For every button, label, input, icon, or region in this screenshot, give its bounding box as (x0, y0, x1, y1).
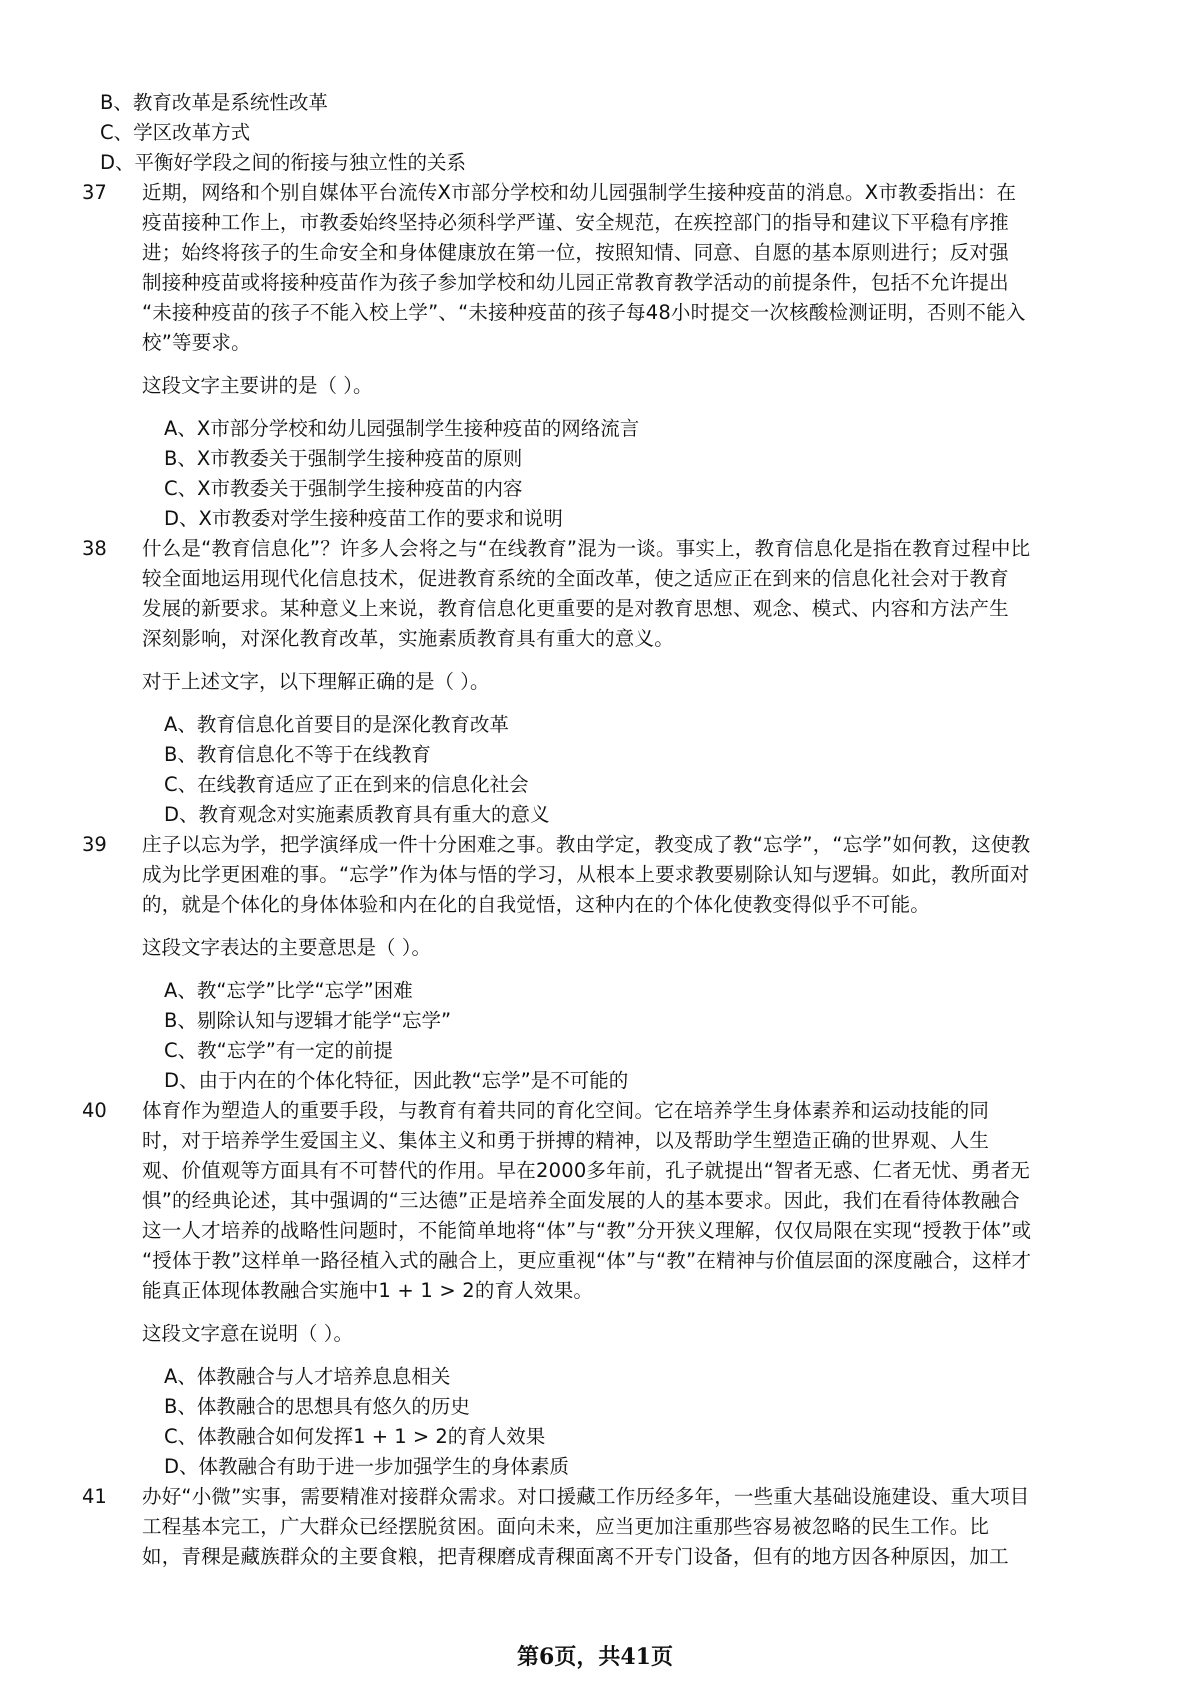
passage-line: 什么是“教育信息化”？许多人会将之与“在线教育”混为一谈。事实上，教育信息化是指在教育过程中比 (142, 537, 1031, 560)
question-prompt: 这段文字意在说明（ ）。 (142, 1322, 353, 1345)
passage-line: 能真正体现体教融合实施中1 + 1 > 2的育人效果。 (142, 1279, 594, 1302)
answer-option-a: A、体教融合与人才培养息息相关 (164, 1365, 451, 1388)
question-number: 40 (82, 1099, 107, 1122)
passage-line: 时，对于培养学生爱国主义、集体主义和勇于拼搏的精神，以及帮助学生塑造正确的世界观、人生 (142, 1129, 990, 1152)
answer-options (142, 710, 1090, 830)
passage-line: 这一人才培养的战略性问题时，不能简单地将“体”与“教”分开狭义理解，仅仅局限在实现“授教于体”或 (142, 1219, 1032, 1242)
option-item: C、学区改革方式 (100, 121, 251, 144)
question-prompt: 对于上述文字，以下理解正确的是（ ）。 (142, 670, 490, 693)
answer-option-b: B、体教融合的思想具有悠久的历史 (164, 1395, 470, 1418)
question-40 (82, 1096, 1090, 1482)
question-37 (82, 178, 1090, 534)
passage-line: 校”等要求。 (142, 331, 251, 354)
passage-line: 庄子以忘为学，把学演绎成一件十分困难之事。教由学定，教变成了教“忘学”，“忘学”如何教，这使教 (142, 833, 1031, 856)
question-39 (82, 830, 1090, 1096)
passage-line: 发展的新要求。某种意义上来说，教育信息化更重要的是对教育思想、观念、模式、内容和方法产生 (142, 597, 1009, 620)
top-options (100, 88, 1090, 178)
question-number: 41 (82, 1485, 107, 1508)
page-content (82, 88, 1090, 1572)
passage-line: 制接种疫苗或将接种疫苗作为孩子参加学校和幼儿园正常教育教学活动的前提条件，包括不允许提出 (142, 271, 1009, 294)
question-prompt: 这段文字表达的主要意思是（ ）。 (142, 936, 431, 959)
question-number: 38 (82, 537, 107, 560)
answer-options (142, 976, 1090, 1096)
answer-option-d: D、由于内在的个体化特征，因此教“忘学”是不可能的 (164, 1069, 629, 1092)
answer-option-d: D、教育观念对实施素质教育具有重大的意义 (164, 803, 550, 826)
question-number: 39 (82, 833, 107, 856)
question-passage (142, 534, 1090, 654)
passage-line: 体育作为塑造人的重要手段，与教育有着共同的育化空间。它在培养学生身体素养和运动技能的同 (142, 1099, 990, 1122)
question-41 (82, 1482, 1090, 1572)
question-passage (142, 1482, 1090, 1572)
passage-line: 观、价值观等方面具有不可替代的作用。早在2000多年前，孔子就提出“智者无惑、仁者无忧、勇者无 (142, 1159, 1031, 1182)
question-number: 37 (82, 181, 107, 204)
answer-option-d: D、X市教委对学生接种疫苗工作的要求和说明 (164, 507, 563, 530)
question-passage (142, 178, 1090, 358)
passage-line: 工程基本完工，广大群众已经摆脱贫困。面向未来，应当更加注重那些容易被忽略的民生工作。比 (142, 1515, 990, 1538)
passage-line: “授体于教”这样单一路径植入式的融合上，更应重视“体”与“教”在精神与价值层面的深度融合，这样才 (142, 1249, 1032, 1272)
option-item: D、平衡好学段之间的衔接与独立性的关系 (100, 151, 467, 174)
answer-option-a: A、X市部分学校和幼儿园强制学生接种疫苗的网络流言 (164, 417, 640, 440)
passage-line: “未接种疫苗的孩子不能入校上学”、“未接种疫苗的孩子每48小时提交一次核酸检测证明，否则不能入 (142, 301, 1026, 324)
answer-option-c: C、体教融合如何发挥1 + 1 > 2的育人效果 (164, 1425, 546, 1448)
passage-line: 进；始终将孩子的生命安全和身体健康放在第一位，按照知情、同意、自愿的基本原则进行；反对强 (142, 241, 1009, 264)
question-passage (142, 830, 1090, 920)
passage-line: 如，青稞是藏族群众的主要食粮，把青稞磨成青稞面离不开专门设备，但有的地方因各种原因，加工 (142, 1545, 1009, 1568)
answer-option-c: C、在线教育适应了正在到来的信息化社会 (164, 773, 529, 796)
question-prompt: 这段文字主要讲的是（ ）。 (142, 374, 373, 397)
passage-line: 深刻影响，对深化教育改革，实施素质教育具有重大的意义。 (142, 627, 674, 650)
answer-option-c: C、X市教委关于强制学生接种疫苗的内容 (164, 477, 523, 500)
passage-line: 成为比学更困难的事。“忘学”作为体与悟的学习，从根本上要求教要剔除认知与逻辑。如此，教所面对 (142, 863, 1030, 886)
answer-option-b: B、剔除认知与逻辑才能学“忘学” (164, 1009, 452, 1032)
answer-options (142, 414, 1090, 534)
question-38 (82, 534, 1090, 830)
passage-line: 疫苗接种工作上，市教委始终坚持必须科学严谨、安全规范，在疾控部门的指导和建议下平稳有序推 (142, 211, 1009, 234)
passage-line: 的，就是个体化的身体体验和内在化的自我觉悟，这种内在的个体化使教变得似乎不可能。 (142, 893, 931, 916)
answer-option-c: C、教“忘学”有一定的前提 (164, 1039, 393, 1062)
answer-option-b: B、X市教委关于强制学生接种疫苗的原则 (164, 447, 523, 470)
question-passage (142, 1096, 1090, 1306)
answer-options (142, 1362, 1090, 1482)
answer-option-b: B、教育信息化不等于在线教育 (164, 743, 431, 766)
answer-option-d: D、体教融合有助于进一步加强学生的身体素质 (164, 1455, 570, 1478)
answer-option-a: A、教育信息化首要目的是深化教育改革 (164, 713, 509, 736)
passage-line: 办好“小微”实事，需要精准对接群众需求。对口援藏工作历经多年，一些重大基础设施建设、重大项目 (142, 1485, 1030, 1508)
passage-line: 惧”的经典论述，其中强调的“三达德”正是培养全面发展的人的基本要求。因此，我们在看待体教融合 (142, 1189, 1021, 1212)
option-item: B、教育改革是系统性改革 (100, 91, 328, 114)
passage-line: 较全面地运用现代化信息技术，促进教育系统的全面改革，使之适应正在到来的信息化社会对于教育 (142, 567, 1009, 590)
answer-option-a: A、教“忘学”比学“忘学”困难 (164, 979, 413, 1002)
page-footer: 第6页，共41页 (517, 1644, 673, 1670)
passage-line: 近期，网络和个别自媒体平台流传X市部分学校和幼儿园强制学生接种疫苗的消息。X市教委指出：在 (142, 181, 1017, 204)
